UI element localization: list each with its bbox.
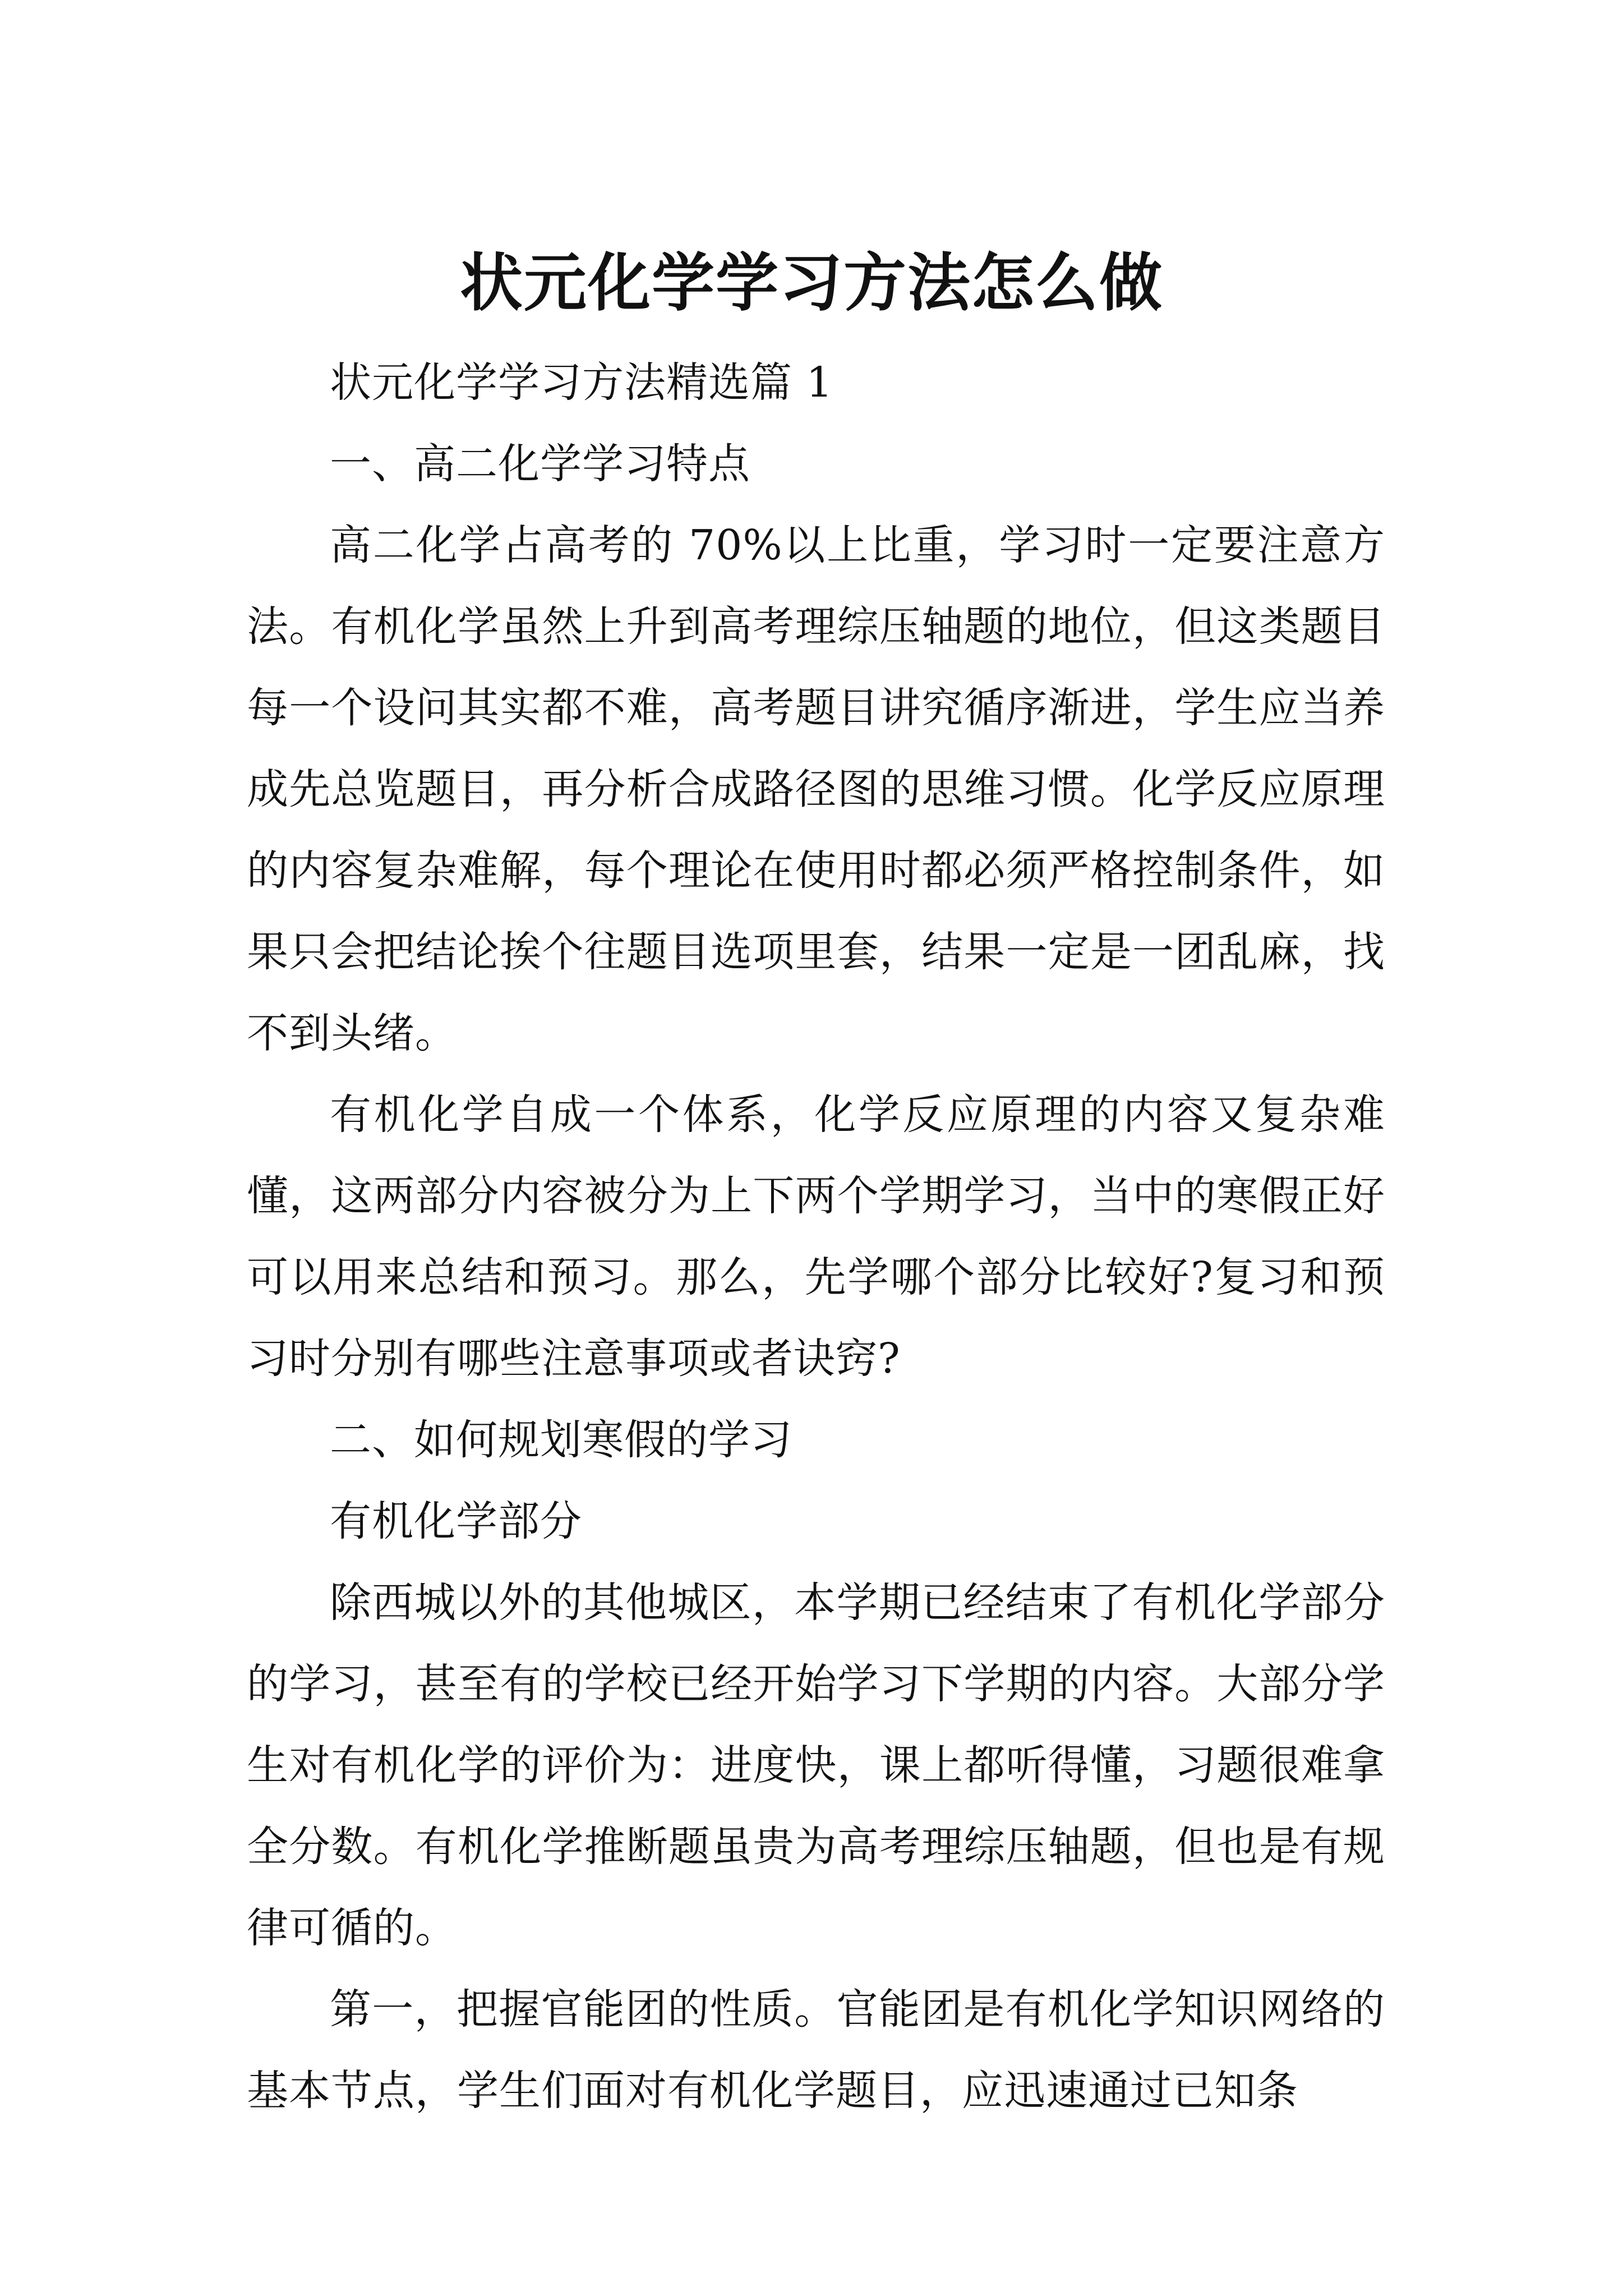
document-body [247, 342, 1385, 2132]
body-paragraph: 除西城以外的其他城区，本学期已经结束了有机化学部分的学习，甚至有的学校已经开始学习下学期的内容。大部分学生对有机化学的评价为：进度快，课上都听得懂，习题很难拿全分数。有机化学推断题虽贵为高考理综压轴题，但也是有规律可循的。 [247, 1579, 1385, 1952]
body-paragraph: 高二化学占高考的 70%以上比重，学习时一定要注意方法。有机化学虽然上升到高考理综压轴题的地位，但这类题目每一个设问其实都不难，高考题目讲究循序渐进，学生应当养成先总览题目，再分析合成路径图的思维习惯。化学反应原理的内容复杂难解，每个理论在使用时都必须严格控制条件，如果只会把结论挨个往题目选项里套，结果一定是一团乱麻，找不到头绪。 [247, 521, 1385, 1057]
section-heading: 一、高二化学学习特点 [330, 440, 750, 488]
body-paragraph: 有机化学自成一个体系，化学反应原理的内容又复杂难懂，这两部分内容被分为上下两个学期学习，当中的寒假正好可以用来总结和预习。那么，先学哪个部分比较好?复习和预习时分别有哪些注意事项或者诀窍? [247, 1091, 1385, 1383]
section-heading: 有机化学部分 [330, 1497, 582, 1545]
body-paragraph: 第一，把握官能团的性质。官能团是有机化学知识网络的基本节点，学生们面对有机化学题目，应迅速通过已知条 [247, 1985, 1385, 2115]
section-heading: 状元化学学习方法精选篇 1 [330, 358, 833, 407]
section-heading: 二、如何规划寒假的学习 [330, 1416, 792, 1464]
document-title: 状元化学学习方法怎么做 [460, 246, 1163, 320]
